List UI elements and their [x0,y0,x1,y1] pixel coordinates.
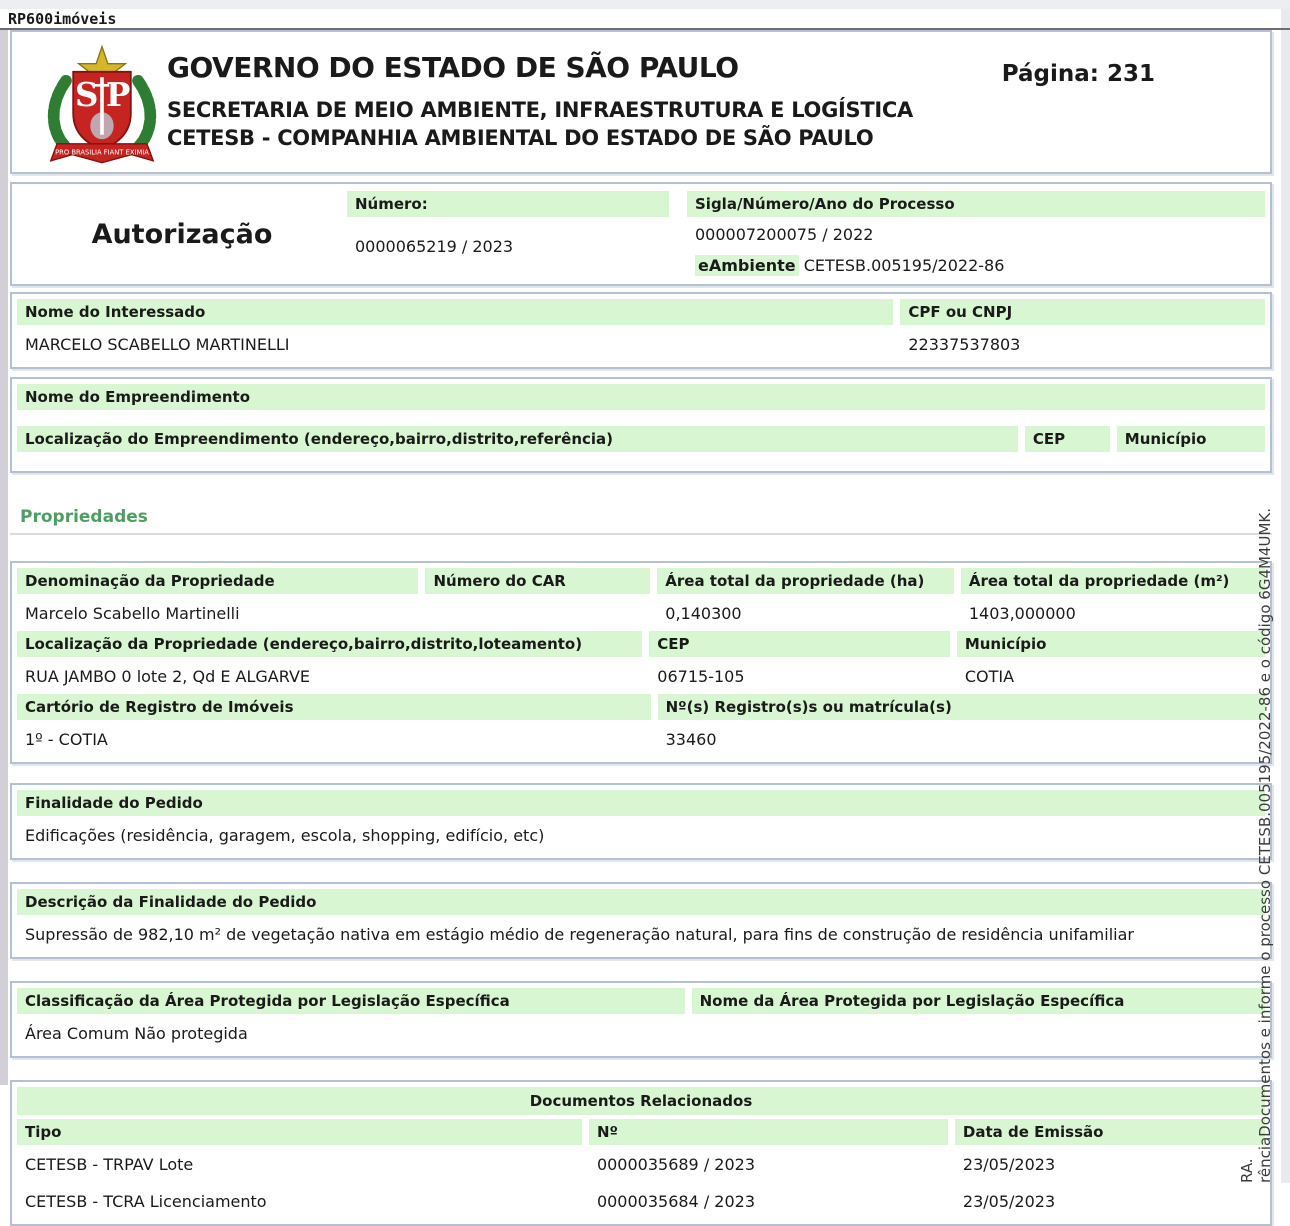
documentos-box [10,1080,1272,1226]
empreendimento-municipio-value [1117,452,1265,466]
classificacao-area-value: Área Comum Não protegida [25,1024,248,1043]
cartorio-value: 1º - COTIA [25,730,108,749]
empreendimento-box [10,377,1272,473]
localizacao-empreendimento-value [17,452,1018,466]
doc-col-tipo: Tipo [17,1119,582,1145]
doc-tipo: CETESB - TRPAV Lote [25,1155,194,1174]
propriedades-section-title: Propriedades [20,507,148,527]
cpf-cnpj-label: CPF ou CNPJ [900,299,1265,325]
propriedade-cep-label: CEP [649,631,950,657]
table-row [17,1182,1265,1219]
header-box [10,30,1272,174]
nome-area-protegida-label: Nome da Área Protegida por Legislação Específica [692,988,1265,1014]
side-authenticity-text-partial: RA. [1238,1158,1256,1183]
doc-tipo: CETESB - TCRA Licenciamento [25,1192,267,1211]
section-divider [10,533,1272,535]
top-edge-strip [0,0,1290,9]
nome-interessado-label: Nome do Interessado [17,299,893,325]
descricao-label: Descrição da Finalidade do Pedido [17,889,1265,915]
classificacao-box [10,981,1272,1058]
empreendimento-municipio-label: Município [1117,426,1265,452]
area-m2-value: 1403,000000 [968,604,1076,623]
logo-motto: PRO BRASILIA FIANT EXIMIA [55,148,149,157]
eambiente-value: CETESB.005195/2022-86 [803,256,1005,275]
propriedade-cep-value: 06715-105 [657,667,745,686]
processo-value: 000007200075 / 2022 [695,225,874,244]
localizacao-empreendimento-label: Localização do Empreendimento (endereço,bairro,distrito,referência) [17,426,1018,452]
processo-label: Sigla/Número/Ano do Processo [687,191,1265,217]
autorizacao-title: Autorização [91,218,273,250]
logo-letter-p: P [106,76,131,114]
denominacao-value: Marcelo Scabello Martinelli [25,604,240,623]
cartorio-label: Cartório de Registro de Imóveis [17,694,651,720]
eambiente-label: eAmbiente [695,255,799,276]
numero-car-label: Número do CAR [425,568,650,594]
numero-value: 0000065219 / 2023 [355,237,514,256]
doc-data: 23/05/2023 [962,1192,1056,1211]
watermark-bar [0,9,1290,30]
numero-car-value [425,594,650,631]
classificacao-area-label: Classificação da Área Protegida por Legislação Específica [17,988,685,1014]
doc-numero: 0000035684 / 2023 [596,1192,756,1211]
logo-letter-s: S [75,76,99,114]
cetesb-line: CETESB - COMPANHIA AMBIENTAL DO ESTADO DE SÃO PAULO [167,126,874,150]
gov-title: GOVERNO DO ESTADO DE SÃO PAULO [167,51,739,84]
propriedades-box [10,561,1272,764]
numero-label: Número: [347,191,669,217]
cpf-cnpj-value: 22337537803 [908,335,1021,354]
nome-area-protegida-value [692,1014,1265,1051]
doc-col-numero: Nº [589,1119,948,1145]
area-ha-value: 0,140300 [665,604,742,623]
registro-label: Nº(s) Registro(s)s ou matrícula(s) [658,694,1265,720]
left-edge-strip [0,30,8,1085]
area-m2-label: Área total da propriedade (m²) [961,568,1265,594]
finalidade-label: Finalidade do Pedido [17,790,1265,816]
area-ha-label: Área total da propriedade (ha) [657,568,954,594]
eambiente-line [687,252,1265,275]
autorizacao-box [10,182,1272,286]
watermark: RP600imóveis [8,10,117,28]
descricao-value: Supressão de 982,10 m² de vegetação nativa em estágio médio de regeneração natural, para fins de construção de residência unifamiliar [25,925,1134,944]
side-authenticity-text: rênciaDocumentos e informe o processo CETESB.005195/2022-86 e o código 6G4M4UMK. [1256,508,1274,1183]
doc-numero: 0000035689 / 2023 [596,1155,756,1174]
propriedade-municipio-label: Município [957,631,1265,657]
propriedade-municipio-value: COTIA [964,667,1015,686]
nome-empreendimento-value [17,410,1265,426]
localizacao-propriedade-label: Localização da Propriedade (endereço,bairro,distrito,loteamento) [17,631,642,657]
finalidade-value: Edificações (residência, garagem, escola, shopping, edifício, etc) [25,826,545,845]
doc-data: 23/05/2023 [962,1155,1056,1174]
table-row [17,1145,1265,1182]
sp-coat-of-arms-icon [39,39,165,173]
empreendimento-cep-label: CEP [1025,426,1110,452]
documentos-title: Documentos Relacionados [17,1087,1265,1115]
nome-empreendimento-label: Nome do Empreendimento [17,384,1265,410]
nome-interessado-value: MARCELO SCABELLO MARTINELLI [25,335,290,354]
denominacao-label: Denominação da Propriedade [17,568,418,594]
localizacao-propriedade-value: RUA JAMBO 0 lote 2, Qd E ALGARVE [25,667,311,686]
document-page [10,30,1272,1226]
empreendimento-cep-value [1025,452,1110,466]
registro-value: 33460 [665,730,717,749]
secretaria-line: SECRETARIA DE MEIO AMBIENTE, INFRAESTRUTURA E LOGÍSTICA [167,98,913,122]
right-edge-strip [1281,9,1290,1183]
sp-coat-of-arms-logo [17,37,167,177]
finalidade-box [10,783,1272,860]
doc-col-data: Data de Emissão [955,1119,1265,1145]
descricao-box [10,882,1272,959]
interessado-box [10,292,1272,369]
page-number: Página: 231 [1001,61,1155,87]
